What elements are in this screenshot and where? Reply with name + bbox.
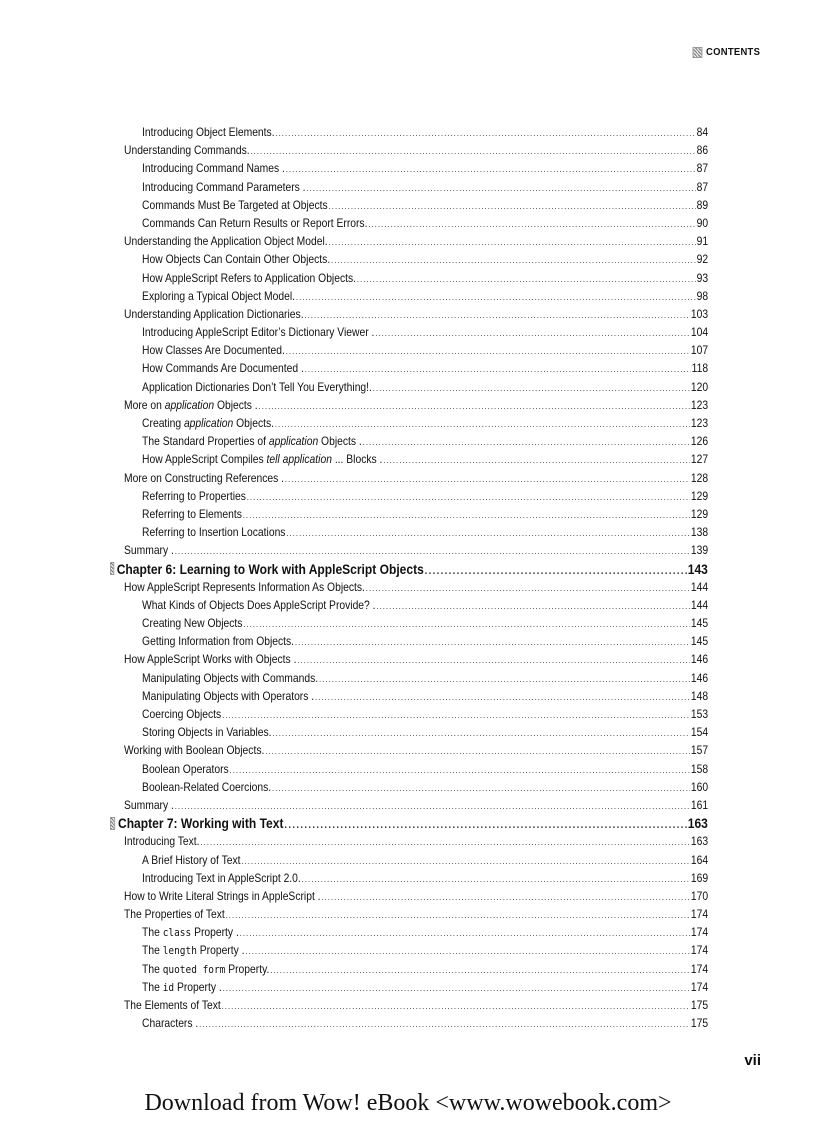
toc-title-fragment: quoted form [162, 962, 226, 976]
chapter-marker-icon [110, 562, 114, 575]
toc-page-number: 123 [690, 416, 709, 430]
toc-entry[interactable] [124, 869, 708, 887]
toc-title-fragment: Objects . [214, 397, 258, 412]
dot-leader [285, 470, 690, 488]
toc-entry[interactable] [124, 887, 708, 905]
toc-title-fragment: Referring to Properties [142, 488, 246, 503]
toc-title-fragment: Objects . [318, 434, 362, 449]
toc-entry[interactable] [124, 614, 708, 632]
toc-entry[interactable] [124, 396, 708, 414]
toc-page-number: 146 [690, 652, 709, 667]
toc-title-fragment: ... Blocks . [331, 452, 383, 467]
toc-entry-title [142, 287, 295, 305]
dot-leader [302, 870, 690, 888]
toc-entry-title [142, 923, 239, 942]
toc-title-fragment: Introducing Object Elements. [142, 125, 275, 139]
toc-entry[interactable] [124, 723, 708, 741]
toc-page-number: 164 [690, 852, 709, 867]
toc-title-fragment: Creating [142, 416, 184, 430]
toc-entry[interactable] [124, 141, 708, 159]
dot-leader [272, 724, 690, 742]
toc-entry-title [142, 869, 301, 887]
toc-page-number: 89 [696, 197, 709, 212]
toc-page-number: 161 [690, 797, 709, 812]
dot-leader [297, 651, 690, 669]
toc-page-number: 146 [690, 670, 709, 685]
toc-entry[interactable] [124, 741, 708, 759]
toc-entry-title [124, 141, 250, 159]
toc-title-fragment: Property . [191, 925, 239, 940]
toc-entry-title [142, 123, 275, 141]
toc-entry[interactable] [124, 323, 708, 341]
toc-page-number: 138 [690, 525, 709, 540]
toc-title-fragment: Understanding the Application Object Model. [124, 234, 328, 249]
toc-entry-title [142, 323, 374, 341]
toc-entry-title [117, 560, 424, 578]
toc-page-number: 118 [691, 361, 709, 376]
toc-title-fragment: length [162, 944, 197, 958]
toc-entry-title [142, 487, 246, 505]
toc-title-fragment: Manipulating Objects with Commands. [142, 670, 319, 685]
toc-entry-title [142, 359, 304, 377]
toc-title-fragment: Coercing Objects [142, 707, 222, 721]
toc-entry[interactable] [124, 941, 708, 959]
toc-title-fragment: Application Dictionaries Don’t Tell You Everything!. [142, 379, 372, 394]
dot-leader [295, 633, 690, 651]
dot-leader [304, 306, 690, 324]
toc-title-fragment: Property . [196, 943, 245, 958]
dot-leader [270, 961, 690, 979]
toc-entry[interactable] [124, 760, 708, 778]
toc-entry[interactable] [124, 978, 708, 996]
dot-leader [375, 324, 690, 342]
toc-entry-title [124, 887, 321, 905]
table-of-contents [116, 123, 709, 1032]
toc-chapter-entry[interactable] [110, 560, 708, 578]
toc-page-number: 93 [696, 270, 709, 285]
toc-page-number: 86 [696, 143, 709, 158]
toc-page-number: 103 [690, 306, 709, 321]
toc-entry-title [124, 832, 200, 850]
toc-page-number: 126 [690, 434, 709, 449]
toc-page-number: 129 [690, 506, 709, 521]
toc-entry-title [142, 960, 269, 979]
toc-entry[interactable] [124, 450, 708, 468]
dot-leader [286, 160, 696, 178]
toc-entry-title [142, 378, 372, 396]
toc-entry[interactable] [124, 505, 708, 523]
toc-title-fragment: The Standard Properties of [142, 434, 269, 449]
toc-entry[interactable] [124, 341, 708, 359]
toc-page-number: 123 [690, 397, 709, 412]
toc-page-number: 174 [690, 961, 709, 976]
toc-entry[interactable] [124, 469, 708, 487]
toc-entry[interactable] [124, 905, 708, 923]
toc-entry[interactable] [124, 996, 708, 1014]
toc-entry[interactable] [124, 960, 708, 978]
toc-page-number: 90 [696, 215, 709, 230]
toc-title-fragment: Chapter 7: Working with Text [118, 815, 284, 832]
toc-entry-title [142, 159, 285, 177]
toc-page-number: 169 [690, 870, 709, 885]
toc-entry-title [124, 905, 225, 923]
toc-entry[interactable] [124, 196, 708, 214]
toc-entry[interactable] [124, 923, 708, 941]
dot-leader [363, 433, 690, 451]
toc-page-number: 174 [690, 979, 709, 994]
toc-entry-title [142, 778, 271, 796]
toc-title-fragment: Introducing Command Names . [142, 161, 285, 176]
toc-page-number: 143 [687, 560, 708, 577]
toc-entry-title [124, 469, 284, 487]
toc-entry[interactable] [124, 178, 708, 196]
dot-leader [357, 270, 696, 288]
toc-entry[interactable] [124, 832, 708, 850]
toc-page-number: 174 [690, 925, 709, 940]
toc-entry-title [124, 796, 174, 814]
toc-title-fragment: Exploring a Typical Object Model. [142, 288, 296, 303]
toc-chapter-entry[interactable] [110, 814, 708, 832]
toc-title-fragment: Understanding Commands. [124, 143, 250, 158]
toc-entry-title [142, 705, 221, 723]
toc-entry[interactable] [124, 159, 708, 177]
toc-page-number: 128 [690, 470, 709, 485]
toc-title-fragment: What Kinds of Objects Does AppleScript Provide? . [142, 597, 376, 612]
toc-title-fragment: The [142, 961, 163, 976]
toc-title-fragment: How AppleScript Refers to Application Objects. [142, 270, 357, 285]
toc-title-fragment: Summary . [124, 797, 174, 812]
toc-page-number: 163 [687, 815, 708, 832]
toc-page-number: 87 [696, 179, 709, 194]
toc-page-number: 127 [690, 452, 709, 467]
dot-leader [321, 888, 690, 906]
toc-entry-title [124, 396, 258, 414]
toc-entry-title [142, 851, 240, 869]
toc-page-number: 92 [696, 252, 709, 267]
toc-page-number: 174 [690, 943, 709, 958]
toc-page-number: 87 [696, 161, 709, 176]
dot-leader [175, 542, 690, 560]
toc-entry-title [142, 214, 367, 232]
toc-title-fragment: application [183, 416, 234, 430]
toc-title-fragment: Boolean Operators [142, 761, 229, 776]
toc-entry-title [142, 505, 242, 523]
toc-entry[interactable] [124, 650, 708, 668]
toc-entry[interactable] [124, 541, 708, 559]
toc-entry[interactable] [124, 378, 708, 396]
dot-leader [368, 215, 695, 233]
toc-page-number: 175 [690, 998, 709, 1012]
toc-title-fragment: Understanding Application Dictionaries. [124, 306, 304, 321]
toc-entry-title [142, 669, 318, 687]
toc-entry-title [142, 1014, 198, 1032]
toc-entry[interactable] [124, 487, 708, 505]
dot-leader [376, 597, 690, 615]
dot-leader [286, 524, 690, 542]
toc-entry-title [142, 269, 356, 287]
toc-entry[interactable] [124, 432, 708, 450]
toc-title-fragment: The [142, 943, 163, 958]
toc-title-fragment: Objects. [233, 416, 275, 430]
toc-entry[interactable] [124, 578, 708, 596]
toc-entry-title [142, 596, 375, 614]
dot-leader [329, 233, 696, 251]
dot-leader [250, 142, 695, 160]
dot-leader [286, 342, 690, 360]
toc-entry[interactable] [124, 778, 708, 796]
toc-page-number: 104 [690, 325, 709, 340]
dot-leader [329, 197, 696, 215]
toc-title-fragment: class [162, 926, 192, 940]
toc-page-number: 144 [690, 597, 709, 612]
toc-entry[interactable] [124, 250, 708, 268]
toc-entry-title [142, 178, 305, 196]
toc-title-fragment: Introducing AppleScript Editor’s Dictionary Viewer . [142, 325, 375, 340]
toc-title-fragment: The Elements of Text [124, 998, 221, 1012]
toc-entry-title [142, 687, 314, 705]
toc-entry[interactable] [124, 232, 708, 250]
toc-page-number: 120 [690, 379, 709, 394]
toc-entry-title [124, 578, 365, 596]
toc-title-fragment: The [142, 925, 163, 940]
toc-title-fragment: application [164, 397, 215, 412]
dot-leader [222, 706, 690, 724]
toc-entry[interactable] [124, 796, 708, 814]
toc-title-fragment: Creating New Objects [142, 616, 243, 631]
toc-entry[interactable] [124, 287, 708, 305]
dot-leader [305, 360, 691, 378]
dot-leader [331, 251, 696, 269]
toc-entry-title [142, 614, 242, 632]
toc-entry-title [118, 814, 283, 832]
toc-entry[interactable] [124, 359, 708, 377]
toc-title-fragment: How AppleScript Represents Information As Objects. [124, 579, 365, 594]
toc-entry[interactable] [124, 523, 708, 541]
toc-entry-title [124, 541, 174, 559]
toc-title-fragment: Introducing Text in AppleScript 2.0. [142, 870, 301, 885]
toc-title-fragment: Property. [225, 961, 270, 976]
toc-page-number: 158 [690, 761, 709, 776]
dot-leader [272, 779, 690, 797]
dot-leader [200, 833, 690, 851]
dot-leader [223, 979, 690, 997]
toc-entry[interactable] [124, 269, 708, 287]
toc-title-fragment: application [268, 434, 319, 449]
toc-title-fragment: Commands Can Return Results or Report Errors. [142, 215, 368, 230]
toc-entry[interactable] [124, 705, 708, 723]
toc-entry[interactable] [124, 596, 708, 614]
toc-entry-title [124, 232, 328, 250]
dot-leader [243, 615, 690, 633]
toc-entry-title [124, 650, 296, 668]
toc-entry[interactable] [124, 414, 708, 432]
toc-title-fragment: tell application [266, 452, 332, 467]
toc-entry-title [142, 414, 274, 432]
dot-leader [259, 397, 690, 415]
toc-title-fragment: How Commands Are Documented . [142, 361, 304, 376]
toc-entry[interactable] [124, 214, 708, 232]
toc-page-number: 154 [690, 725, 709, 740]
toc-page-number: 139 [690, 543, 709, 558]
dot-leader [243, 506, 690, 524]
dot-leader [373, 379, 690, 397]
toc-title-fragment: More on Constructing References . [124, 470, 285, 485]
toc-title-fragment: Boolean-Related Coercions. [142, 779, 272, 794]
toc-entry[interactable] [124, 1014, 708, 1032]
toc-entry[interactable] [124, 669, 708, 687]
dot-leader [245, 942, 690, 960]
toc-title-fragment: Getting Information from Objects. [142, 634, 295, 649]
toc-title-fragment: How AppleScript Compiles [142, 452, 267, 467]
toc-entry-title [142, 341, 285, 359]
toc-entry-title [124, 305, 304, 323]
toc-title-fragment: Manipulating Objects with Operators . [142, 688, 315, 703]
page-number: vii [744, 1052, 761, 1069]
toc-title-fragment: Summary . [124, 543, 174, 558]
toc-entry-title [142, 196, 328, 214]
toc-entry-title [142, 250, 330, 268]
dot-leader [240, 924, 690, 942]
toc-page-number: 157 [690, 743, 709, 758]
toc-entry[interactable] [124, 687, 708, 705]
running-header-label: CONTENTS [705, 46, 760, 58]
toc-entry-title [142, 523, 285, 541]
toc-title-fragment: Chapter 6: Learning to Work with AppleScript Objects [116, 560, 424, 577]
toc-title-fragment: Commands Must Be Targeted at Objects [142, 197, 328, 212]
toc-entry-title [142, 632, 294, 650]
toc-title-fragment: Introducing Command Parameters . [142, 179, 306, 194]
dot-leader [265, 742, 690, 760]
toc-entry-title [142, 450, 382, 468]
toc-entry-title [124, 996, 221, 1014]
toc-title-fragment: How Classes Are Documented. [142, 343, 285, 358]
toc-title-fragment: Working with Boolean Objects. [124, 743, 265, 758]
toc-title-fragment: Referring to Insertion Locations [142, 525, 286, 540]
toc-entry-title [124, 741, 264, 759]
section-marker-icon [692, 47, 702, 58]
toc-title-fragment: More on [124, 397, 165, 412]
toc-page-number: 175 [690, 1016, 709, 1031]
running-header [692, 46, 760, 58]
toc-entry[interactable] [124, 123, 708, 141]
dot-leader [315, 688, 690, 706]
toc-title-fragment: Property . [174, 979, 222, 994]
toc-title-fragment: id [162, 980, 175, 994]
toc-page-number: 153 [690, 707, 709, 721]
toc-title-fragment: A Brief History of Text [142, 852, 241, 867]
toc-page-number: 160 [690, 779, 709, 794]
toc-entry-title [142, 760, 229, 778]
dot-leader [275, 415, 690, 433]
dot-leader [175, 797, 690, 815]
toc-page-number: 148 [690, 688, 709, 703]
dot-leader [247, 488, 690, 506]
toc-page-number: 144 [690, 579, 709, 594]
toc-page-number: 145 [690, 616, 709, 631]
toc-entry-title [142, 723, 271, 741]
dot-leader [319, 670, 690, 688]
toc-page-number: 129 [690, 488, 709, 503]
dot-leader [241, 852, 690, 870]
toc-page-number: 107 [690, 343, 709, 358]
toc-entry[interactable] [124, 632, 708, 650]
toc-entry-title [142, 978, 222, 997]
download-footer: Download from Wow! eBook <www.wowebook.com> [144, 1090, 672, 1116]
chapter-marker-icon [110, 817, 115, 830]
toc-page-number: 163 [690, 834, 709, 849]
dot-leader [230, 761, 690, 779]
toc-entry-title [142, 941, 244, 960]
toc-title-fragment: How AppleScript Works with Objects . [124, 652, 297, 667]
toc-entry-title [142, 432, 362, 450]
dot-leader [296, 288, 696, 306]
toc-page-number: 174 [690, 907, 709, 922]
toc-title-fragment: Storing Objects in Variables. [142, 725, 272, 740]
toc-title-fragment: The Properties of Text [124, 907, 225, 922]
toc-entry[interactable] [124, 851, 708, 869]
toc-title-fragment: The [142, 979, 163, 994]
dot-leader [275, 124, 695, 142]
dot-leader [366, 579, 690, 597]
toc-page-number: 145 [690, 634, 709, 649]
toc-page-number: 98 [696, 288, 709, 303]
toc-page-number: 91 [696, 234, 709, 249]
dot-leader [226, 906, 690, 924]
dot-leader [199, 1015, 690, 1033]
dot-leader [306, 179, 695, 197]
toc-title-fragment: How to Write Literal Strings in AppleScript . [124, 888, 321, 903]
toc-page-number: 170 [690, 888, 709, 903]
toc-title-fragment: Characters . [142, 1016, 199, 1031]
toc-title-fragment: How Objects Can Contain Other Objects. [142, 252, 331, 267]
dot-leader [222, 997, 690, 1015]
toc-title-fragment: Introducing Text. [124, 834, 200, 849]
toc-entry[interactable] [124, 305, 708, 323]
toc-title-fragment: Referring to Elements [142, 506, 242, 521]
toc-page-number: 84 [696, 125, 709, 139]
dot-leader [383, 451, 690, 469]
